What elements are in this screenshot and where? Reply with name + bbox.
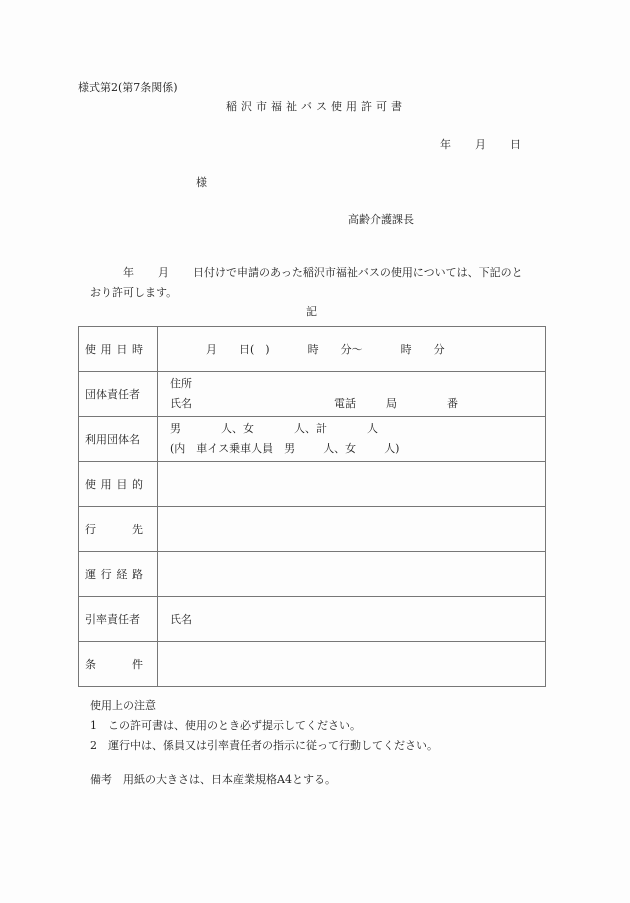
dt-hour1: 時 [307, 343, 319, 356]
note-item: 1 この許可書は、使用のとき必ず提示してください。 [90, 719, 361, 732]
group-counts [170, 419, 545, 439]
label-char: 用 [100, 478, 112, 491]
table-row-route [79, 552, 546, 597]
label-char: 用 [100, 343, 112, 356]
leader-phone: 電話 [334, 397, 356, 410]
dt-min1: 分〜 [340, 343, 363, 356]
escort-name: 氏名 [170, 613, 192, 626]
label-escort: 引率責任者 [79, 597, 158, 642]
table-row-purpose [79, 462, 546, 507]
table-row-leader [79, 372, 546, 417]
table-row-conditions [79, 642, 546, 687]
date-month: 月 [475, 138, 486, 151]
group-male: 男 [170, 422, 181, 435]
wheel-person: 人) [384, 442, 400, 455]
dt-month: 月 [206, 343, 217, 356]
leader-name: 氏名 [170, 397, 192, 410]
label-char: 行 [85, 523, 96, 536]
value-purpose[interactable] [158, 462, 546, 507]
remark: 備考 用紙の大きさは、日本産業規格A4とする。 [90, 773, 336, 786]
label-char: 使 [85, 343, 96, 356]
form-number: 様式第2(第7条関係) [78, 81, 178, 94]
wheel-prefix: (内 車イス乗車人員 男 [170, 442, 296, 455]
body-line-1 [123, 267, 523, 278]
permit-table [78, 326, 546, 687]
label-conditions [79, 642, 158, 687]
label-group: 利用団体名 [79, 417, 158, 462]
group-total: 人、計 [294, 422, 327, 435]
dt-min2: 分 [433, 343, 445, 356]
label-char: 運 [85, 568, 96, 581]
leader-exchange: 局 [386, 397, 397, 410]
body-line-2: おり許可します。 [90, 286, 178, 299]
label-char: 条 [85, 658, 96, 671]
value-conditions[interactable] [158, 642, 546, 687]
group-wheelchair [170, 439, 545, 459]
ki-heading: 記 [306, 305, 317, 318]
value-escort[interactable] [158, 597, 546, 642]
label-char: 使 [85, 478, 96, 491]
table-row-datetime [79, 327, 546, 372]
document-title: 稲沢市福祉バス使用許可書 [226, 100, 406, 113]
date-day: 日 [510, 138, 521, 151]
issuer: 高齢介護課長 [348, 213, 414, 226]
label-purpose [79, 462, 158, 507]
leader-name-phone [170, 394, 545, 414]
value-datetime[interactable] [158, 327, 546, 372]
label-char: 先 [132, 523, 143, 536]
notes-title: 使用上の注意 [90, 699, 156, 712]
value-group[interactable] [158, 417, 546, 462]
addressee-suffix: 様 [196, 176, 207, 189]
note-item: 2 運行中は、係員又は引率責任者の指示に従って行動してください。 [90, 739, 438, 752]
table-row-group [79, 417, 546, 462]
value-destination[interactable] [158, 507, 546, 552]
dt-hour2: 時 [400, 343, 412, 356]
group-female: 人、女 [221, 422, 254, 435]
issue-date [440, 139, 521, 150]
body-text: 日付けで申請のあった稲沢市福祉バスの使用については、下記のと [193, 266, 523, 279]
label-char: 路 [131, 568, 143, 581]
label-char: 的 [131, 478, 143, 491]
leader-number: 番 [447, 397, 458, 410]
table-row-destination [79, 507, 546, 552]
group-person: 人 [367, 422, 378, 435]
label-char: 時 [131, 343, 143, 356]
body-year: 年 [123, 266, 134, 279]
label-leader: 団体責任者 [79, 372, 158, 417]
value-leader[interactable] [158, 372, 546, 417]
leader-address: 住所 [170, 377, 192, 390]
label-char: 行 [100, 568, 112, 581]
label-route [79, 552, 158, 597]
value-route[interactable] [158, 552, 546, 597]
label-char: 目 [116, 478, 128, 491]
body-month: 月 [158, 266, 169, 279]
wheel-female: 人、女 [323, 442, 357, 455]
label-datetime [79, 327, 158, 372]
dt-day: 日( ) [239, 343, 270, 356]
label-char: 日 [116, 343, 128, 356]
table-row-escort [79, 597, 546, 642]
label-char: 件 [132, 658, 143, 671]
label-destination [79, 507, 158, 552]
label-char: 経 [116, 568, 128, 581]
date-year: 年 [440, 138, 451, 151]
